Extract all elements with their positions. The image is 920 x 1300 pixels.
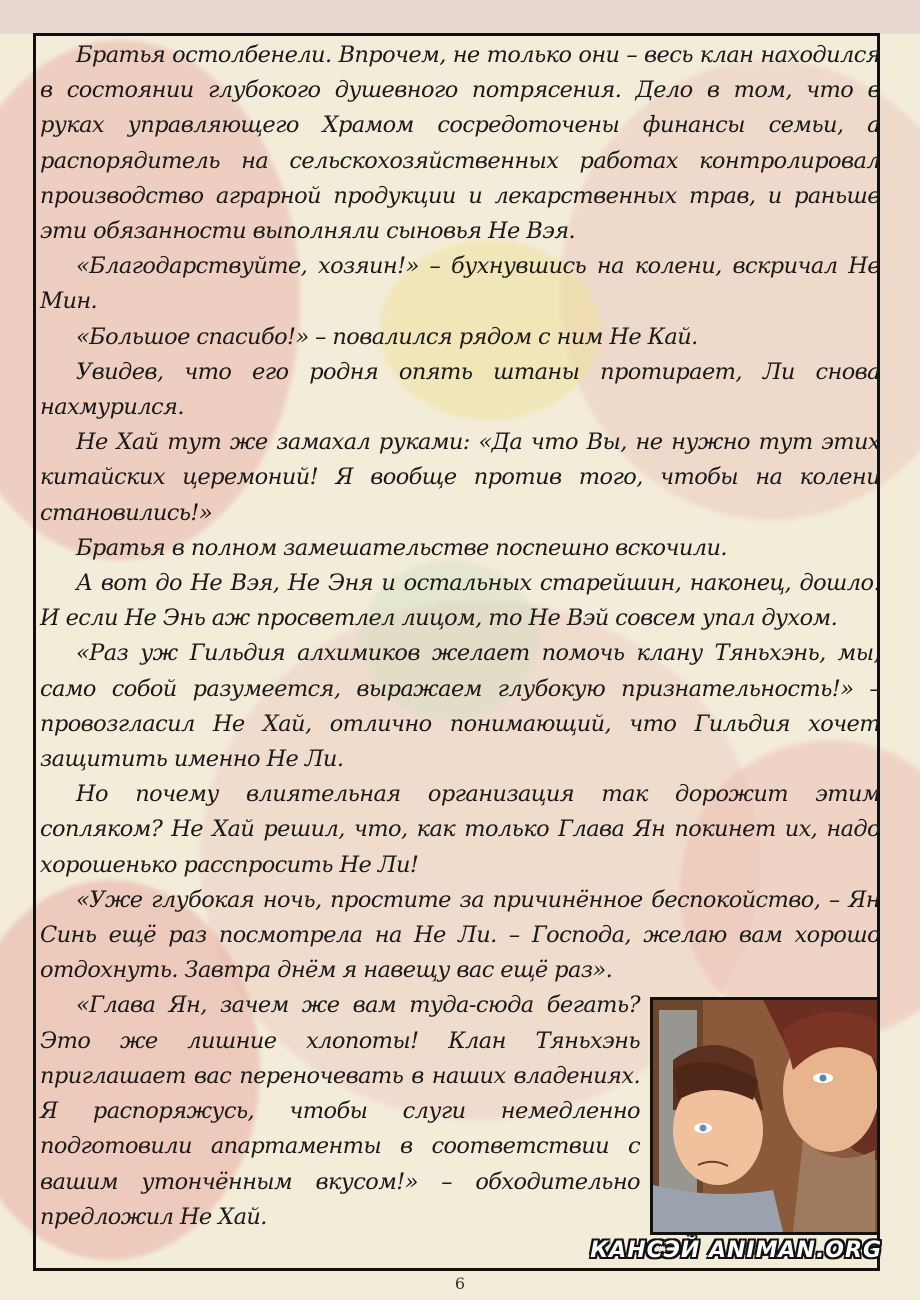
paragraph: Но почему влиятельная организация так дорожит этим сопляком? Не Хай решил, что, как только Глава Ян покинет их, надо хорошенько расспросить Не Ли! [40,781,880,878]
paragraph: «Большое спасибо!» – повалился рядом с ним Не Кай. [76,323,698,350]
paragraph: Увидев, что его родня опять штаны протирает, Ли снова нахмурился. [40,358,880,421]
paragraph: «Глава Ян, зачем же вам туда-сюда бегать? Это же лишние хлопоты! Клан Тяньхэнь приглашает вас переночевать в наших владениях. Я распоряжусь, чтобы слуги немедленно подготовили апартаменты в соответствии с вашим утончённым вкусом!» – обходительно предложил Не Хай. [40,992,640,1230]
watermark: КАНСЭЙ ANIMAN.ORG [590,1238,882,1263]
paragraph: «Раз уж Гильдия алхимиков желает помочь клану Тяньхэнь, мы, само собой разумеется, выражаем глубокую признательность!» – провозгласил Не Хай, отлично понимающий, что Гильдия хочет защитить именно Не Ли. [40,640,880,773]
page-number: 6 [454,1274,466,1293]
paragraph: «Благодарствуйте, хозяин!» – бухнувшись на колени, вскричал Не Мин. [40,253,880,315]
paragraph: Братья в полном замешательстве поспешно вскочили. [76,534,727,561]
paragraph: Братья остолбенели. Впрочем, не только они – весь клан находился в состоянии глубокого душевного потрясения. Дело в том, что в руках управляющего Храмом сосредоточены финансы семьи, а распорядитель на сельскохозяйственных работах контролировал производство аграрной продукции и лекарственных трав, и раньше эти обязанности выполняли сыновья Не Вэя. [40,42,880,245]
character-illustration [650,997,880,1235]
paragraph: Не Хай тут же замахал руками: «Да что Вы, не нужно тут этих китайских церемоний! Я вообще против того, чтобы на колени становились!» [40,429,880,526]
paragraph: «Уже глубокая ночь, простите за причинённое беспокойство, – Ян Синь ещё раз посмотрела на Не Ли. – Господа, желаю вам хорошо отдохнуть. Завтра днём я навещу вас ещё раз». [40,886,880,984]
paragraph: А вот до Не Вэя, Не Эня и остальных старейшин, наконец, дошло. И если Не Энь аж просветлел лицом, то Не Вэй совсем упал духом. [40,570,880,632]
